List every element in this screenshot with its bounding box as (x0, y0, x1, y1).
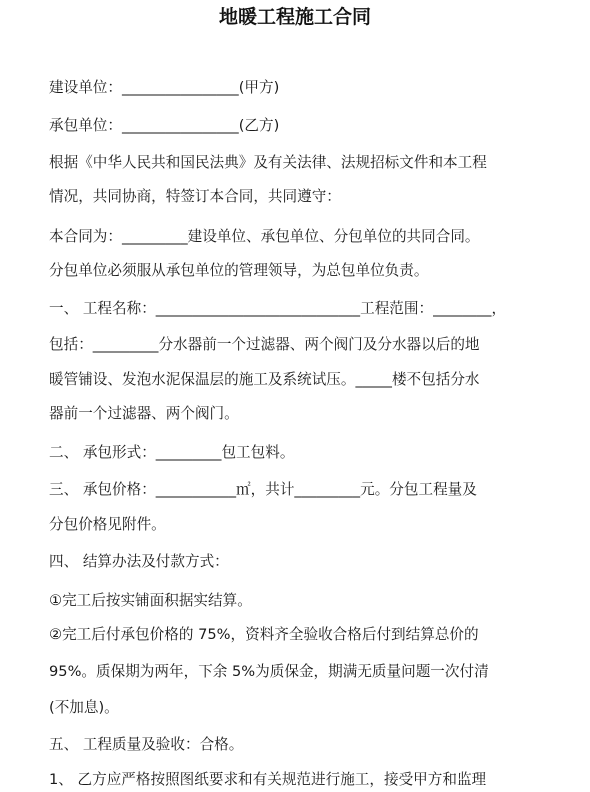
line-section-5: 五、 工程质量及验收：合格。 (49, 736, 244, 753)
line-section-4: 四、 结算办法及付款方式： (49, 553, 229, 570)
line-contract-scope: 本合同为：_________建设单位、承包单位、分包单位的共同合同。 (49, 228, 480, 245)
line-section-2: 二、 承包形式：_________包工包料。 (49, 444, 295, 461)
line-section-1-detail: 暖管铺设、发泡水泥保温层的施工及系统试压。_____楼不包括分水 (49, 371, 480, 388)
document-title: 地暖工程施工合同 (218, 6, 371, 28)
line-settlement-3: 95%。质保期为两年，下余 5%为质保金，期满无质量问题一次付清 (49, 663, 489, 680)
line-section-3: 三、 承包价格：___________㎡，共计_________元。分包工程量及 (49, 481, 477, 498)
line-basis-2: 情况，共同协商，特签订本合同，共同遵守： (49, 188, 341, 205)
line-party-b: 承包单位：________________(乙方) (49, 117, 280, 134)
line-subcontract-obey: 分包单位必须服从承包单位的管理领导，为总包单位负责。 (49, 262, 429, 279)
line-settlement-4: (不加息)。 (49, 699, 119, 716)
line-section-1-end: 器前一个过滤器、两个阀门。 (49, 405, 239, 422)
line-settlement-2: ②完工后付承包价格的 75%，资料齐全验收合格后付到结算总价的 (49, 626, 479, 643)
line-section-1-include: 包括：_________分水器前一个过滤器、两个阀门及分水器以后的地 (49, 336, 480, 353)
line-section-1: 一、 工程名称：____________________________工程范围：________， (49, 300, 507, 317)
line-party-a: 建设单位：________________(甲方) (49, 79, 280, 96)
line-basis-1: 根据《中华人民共和国民法典》及有关法律、法规招标文件和本工程 (49, 154, 487, 171)
line-section-3-end: 分包价格见附件。 (49, 516, 166, 533)
line-section-5-item-1: 1、 乙方应严格按照图纸要求和有关规范进行施工，接受甲方和监理 (49, 771, 487, 788)
line-settlement-1: ①完工后按实铺面积据实结算。 (49, 592, 252, 609)
